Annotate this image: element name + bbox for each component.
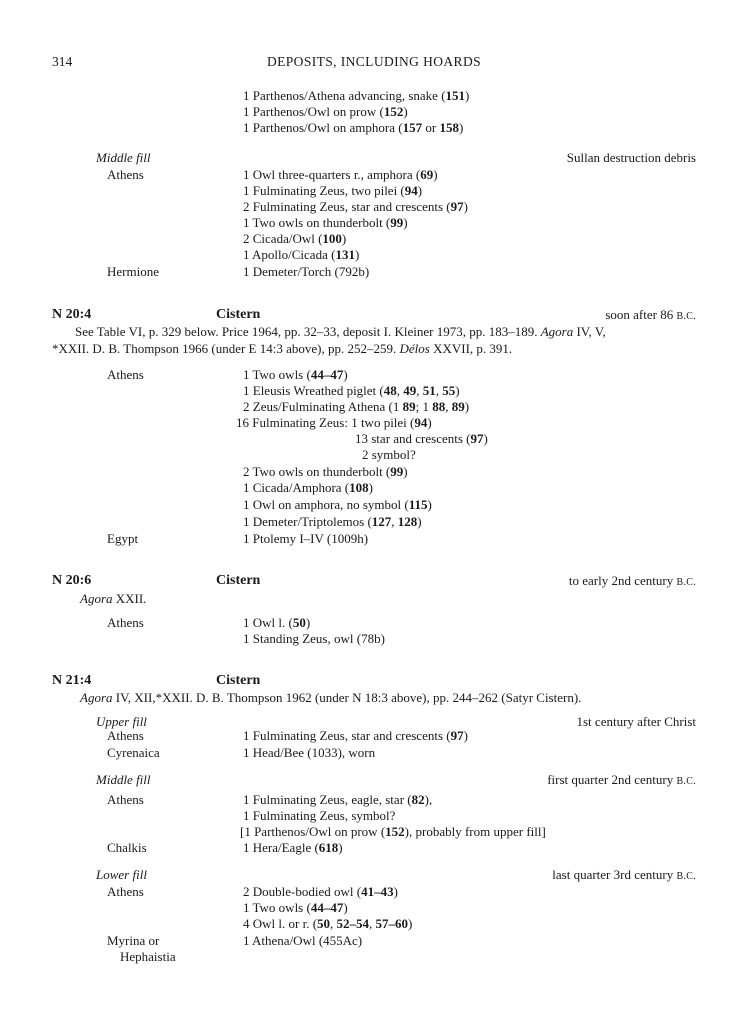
page-number: 314	[52, 54, 73, 69]
list-item: 1 Ptolemy I–IV (1009h)	[243, 531, 369, 546]
list-item: 1 Demeter/Torch (792b)	[243, 264, 370, 279]
list-item: 1 Standing Zeus, owl (78b)	[243, 631, 385, 646]
deposit-references: See Table VI, p. 329 below. Price 1964, pp. 32–33, deposit I. Kleiner 1973, pp. 183–189. Agora IV, V,	[75, 324, 606, 339]
list-item: 1 Two owls on thunderbolt (99)	[243, 215, 408, 230]
mint-label: Hermione	[107, 264, 159, 279]
fill-label: Middle fill	[96, 150, 151, 165]
list-item: 1 Owl l. (50)	[243, 615, 311, 630]
list-item: 1 Cicada/Amphora (108)	[243, 480, 373, 495]
list-item: 1 Fulminating Zeus, star and crescents (97)	[243, 728, 468, 743]
deposit-references: Agora IV, XII,*XXII. D. B. Thompson 1962 (under N 18:3 above), pp. 244–262 (Satyr Cistern).	[80, 690, 582, 705]
list-item: 1 Fulminating Zeus, symbol?	[243, 808, 396, 823]
list-item: 1 Parthenos/Athena advancing, snake (151)	[243, 88, 470, 103]
fill-date: 1st century after Christ	[576, 714, 696, 729]
list-item: 1 Owl on amphora, no symbol (115)	[243, 497, 432, 512]
list-item: 1 Head/Bee (1033), worn	[243, 745, 376, 760]
list-item: 1 Fulminating Zeus, two pilei (94)	[243, 183, 423, 198]
list-item: 2 Zeus/Fulminating Athena (1 89; 1 88, 89)	[243, 399, 470, 414]
fill-date: Sullan destruction debris	[566, 150, 696, 165]
list-item: 1 Two owls (44–47)	[243, 367, 348, 382]
running-title: DEPOSITS, INCLUDING HOARDS	[266, 54, 482, 69]
list-item: 1 Eleusis Wreathed piglet (48, 49, 51, 55)	[243, 383, 460, 398]
deposit-title: Cistern	[216, 573, 261, 588]
deposit-date: soon after 86 B.C.	[605, 307, 696, 322]
list-item: 1 Apollo/Cicada (131)	[243, 247, 360, 262]
list-item: 1 Athena/Owl (455Ac)	[243, 933, 363, 948]
deposit-date: to early 2nd century B.C.	[568, 573, 696, 588]
fill-date: last quarter 3rd century B.C.	[552, 867, 696, 882]
fill-label: Upper fill	[96, 714, 147, 729]
list-item: 16 Fulminating Zeus: 1 two pilei (94)	[236, 415, 432, 430]
mint-label: Athens	[107, 167, 144, 182]
deposit-references: Agora XXII.	[80, 591, 147, 606]
mint-label: Hephaistia	[120, 949, 176, 964]
list-item: 1 Owl three-quarters r., amphora (69)	[243, 167, 438, 182]
deposit-references: *XXII. D. B. Thompson 1966 (under E 14:3 above), pp. 252–259. Délos XXVII, p. 391.	[52, 341, 513, 356]
deposit-id: N 20:4	[52, 307, 92, 322]
mint-label: Egypt	[107, 531, 139, 546]
list-item: 1 Demeter/Triptolemos (127, 128)	[243, 514, 422, 529]
list-item: 2 symbol?	[362, 447, 416, 462]
mint-label: Chalkis	[107, 840, 147, 855]
mint-label: Athens	[107, 367, 144, 382]
list-item: 1 Two owls (44–47)	[243, 900, 348, 915]
list-item: 1 Parthenos/Owl on amphora (157 or 158)	[243, 120, 464, 135]
mint-label: Myrina or	[107, 933, 160, 948]
deposit-id: N 21:4	[52, 673, 92, 688]
fill-label: Lower fill	[96, 867, 147, 882]
list-item: 2 Cicada/Owl (100)	[243, 231, 347, 246]
deposit-id: N 20:6	[52, 573, 92, 588]
deposit-title: Cistern	[216, 673, 261, 688]
list-item: [1 Parthenos/Owl on prow (152), probably from upper fill]	[240, 824, 546, 839]
list-item: 2 Fulminating Zeus, star and crescents (97)	[243, 199, 468, 214]
mint-label: Athens	[107, 615, 144, 630]
list-item: 4 Owl l. or r. (50, 52–54, 57–60)	[243, 916, 413, 931]
mint-label: Cyrenaica	[107, 745, 160, 760]
list-item: 1 Hera/Eagle (618)	[243, 840, 343, 855]
list-item: 1 Parthenos/Owl on prow (152)	[243, 104, 408, 119]
mint-label: Athens	[107, 728, 144, 743]
deposit-title: Cistern	[216, 307, 261, 322]
mint-label: Athens	[107, 884, 144, 899]
list-item: 2 Double-bodied owl (41–43)	[243, 884, 398, 899]
fill-date: first quarter 2nd century B.C.	[547, 772, 696, 787]
list-item: 2 Two owls on thunderbolt (99)	[243, 464, 408, 479]
list-item: 1 Fulminating Zeus, eagle, star (82),	[243, 792, 433, 807]
list-item: 13 star and crescents (97)	[355, 431, 488, 446]
mint-label: Athens	[107, 792, 144, 807]
fill-label: Middle fill	[96, 772, 151, 787]
